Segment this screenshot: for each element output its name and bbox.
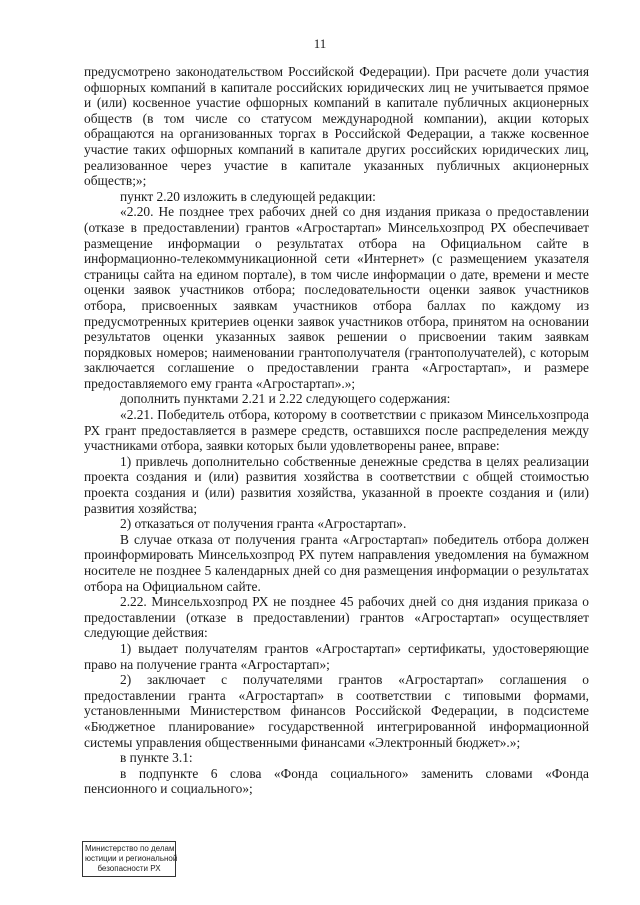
paragraph-item-2-22-action-2: 2) заключает с получателями грантов «Агростартап» соглашения о предоставлении гранта «Агростартап» в соответствии с типовыми формами, установленными Министерством финансов Российской Федерации, в подсистеме «Бюджетное планирование» государственной интегрированной информационной системы управления общественными финансами «Электронный бюджет».»; — [84, 672, 589, 750]
registration-stamp — [82, 841, 176, 877]
document-body — [84, 64, 589, 797]
paragraph-item-2-21-option-2: 2) отказаться от получения гранта «Агростартап». — [120, 516, 407, 532]
paragraph-offshore-clause: предусмотрено законодательством Российской Федерации). При расчете доли участия офшорных компаний в капитале российских юридических лиц не учитывается прямое и (или) косвенное участие офшорных компаний в капитале публичных акционерных обществ (в том числе со статусом международной компании), акции которых обращаются на организованных торгах в Российской Федерации, а также косвенное участие таких офшорных компаний в капитале других российских юридических лиц, реализованное через участие в капитале указанных публичных акционерных обществ;»; — [84, 64, 589, 189]
stamp-line-1: Министерство по делам — [85, 844, 175, 853]
stamp-line-3: безопасности РХ — [97, 864, 161, 873]
paragraph-item-2-20-intro: пункт 2.20 изложить в следующей редакции: — [120, 188, 376, 204]
paragraph-item-2-21-text: «2.21. Победитель отбора, которому в соответствии с приказом Минсельхозпрода РХ грант предоставляется в размере средств, оставшихся после распределения между участниками отбора, заявки которых были удовлетворены ранее, вправе: — [84, 407, 589, 454]
page-number: 11 — [313, 36, 327, 51]
paragraph-item-3-1-intro: в пункте 3.1: — [120, 750, 193, 766]
paragraph-item-2-22-action-1: 1) выдает получателям грантов «Агростартап» сертификаты, удостоверяющие право на получение гранта «Агростартап»; — [84, 640, 589, 672]
stamp-line-2: юстиции и региональной — [85, 854, 178, 863]
paragraph-item-2-20-text: «2.20. Не позднее трех рабочих дней со дня издания приказа о предоставлении (отказе в предоставлении) грантов «Агростартап» Минсельхозпрод РХ обеспечивает размещение информации о результатах отбора на Официальном сайте в информационно-телекоммуникационной сети «Интернет» (с размещением указателя страницы сайта на едином портале), в том числе информации о дате, времени и месте оценки заявок участников отбора; последовательности оценки заявок участников отбора, присвоенных заявкам участников отбора баллах по каждому из предусмотренных критериев оценки заявок участников отбора, принятом на основании результатов оценки указанных заявок решении о присвоении таким заявкам порядковых номеров; наименовании грантополучателя (грантополучателей), с которым заключается соглашение о предоставлении гранта «Агростартап», и размере предоставляемого ему гранта «Агростартап».»; — [84, 204, 589, 391]
paragraph-item-2-22-text: 2.22. Минсельхозпрод РХ не позднее 45 рабочих дней со дня издания приказа о предоставлении (отказе в предоставлении) грантов «Агростартап» осуществляет следующие действия: — [84, 594, 589, 641]
paragraph-item-2-21-option-1: 1) привлечь дополнительно собственные денежные средства в целях реализации проекта создания и (или) развития хозяйства в соответствии с общей стоимостью проекта создания и (или) развития хозяйства, указанной в проекте создания и (или) развития хозяйства; — [84, 453, 589, 516]
paragraph-subitem-6-change: в подпункте 6 слова «Фонда социального» заменить словами «Фонда пенсионного и социального»; — [84, 765, 589, 797]
paragraph-add-items-intro: дополнить пунктами 2.21 и 2.22 следующего содержания: — [120, 391, 451, 407]
paragraph-refusal-notice: В случае отказа от получения гранта «Агростартап» победитель отбора должен проинформировать Минсельхозпрод РХ путем направления уведомления на бумажном носителе не позднее 5 календарных дней со дня размещения информации о результатах отбора на Официальном сайте. — [84, 531, 589, 594]
